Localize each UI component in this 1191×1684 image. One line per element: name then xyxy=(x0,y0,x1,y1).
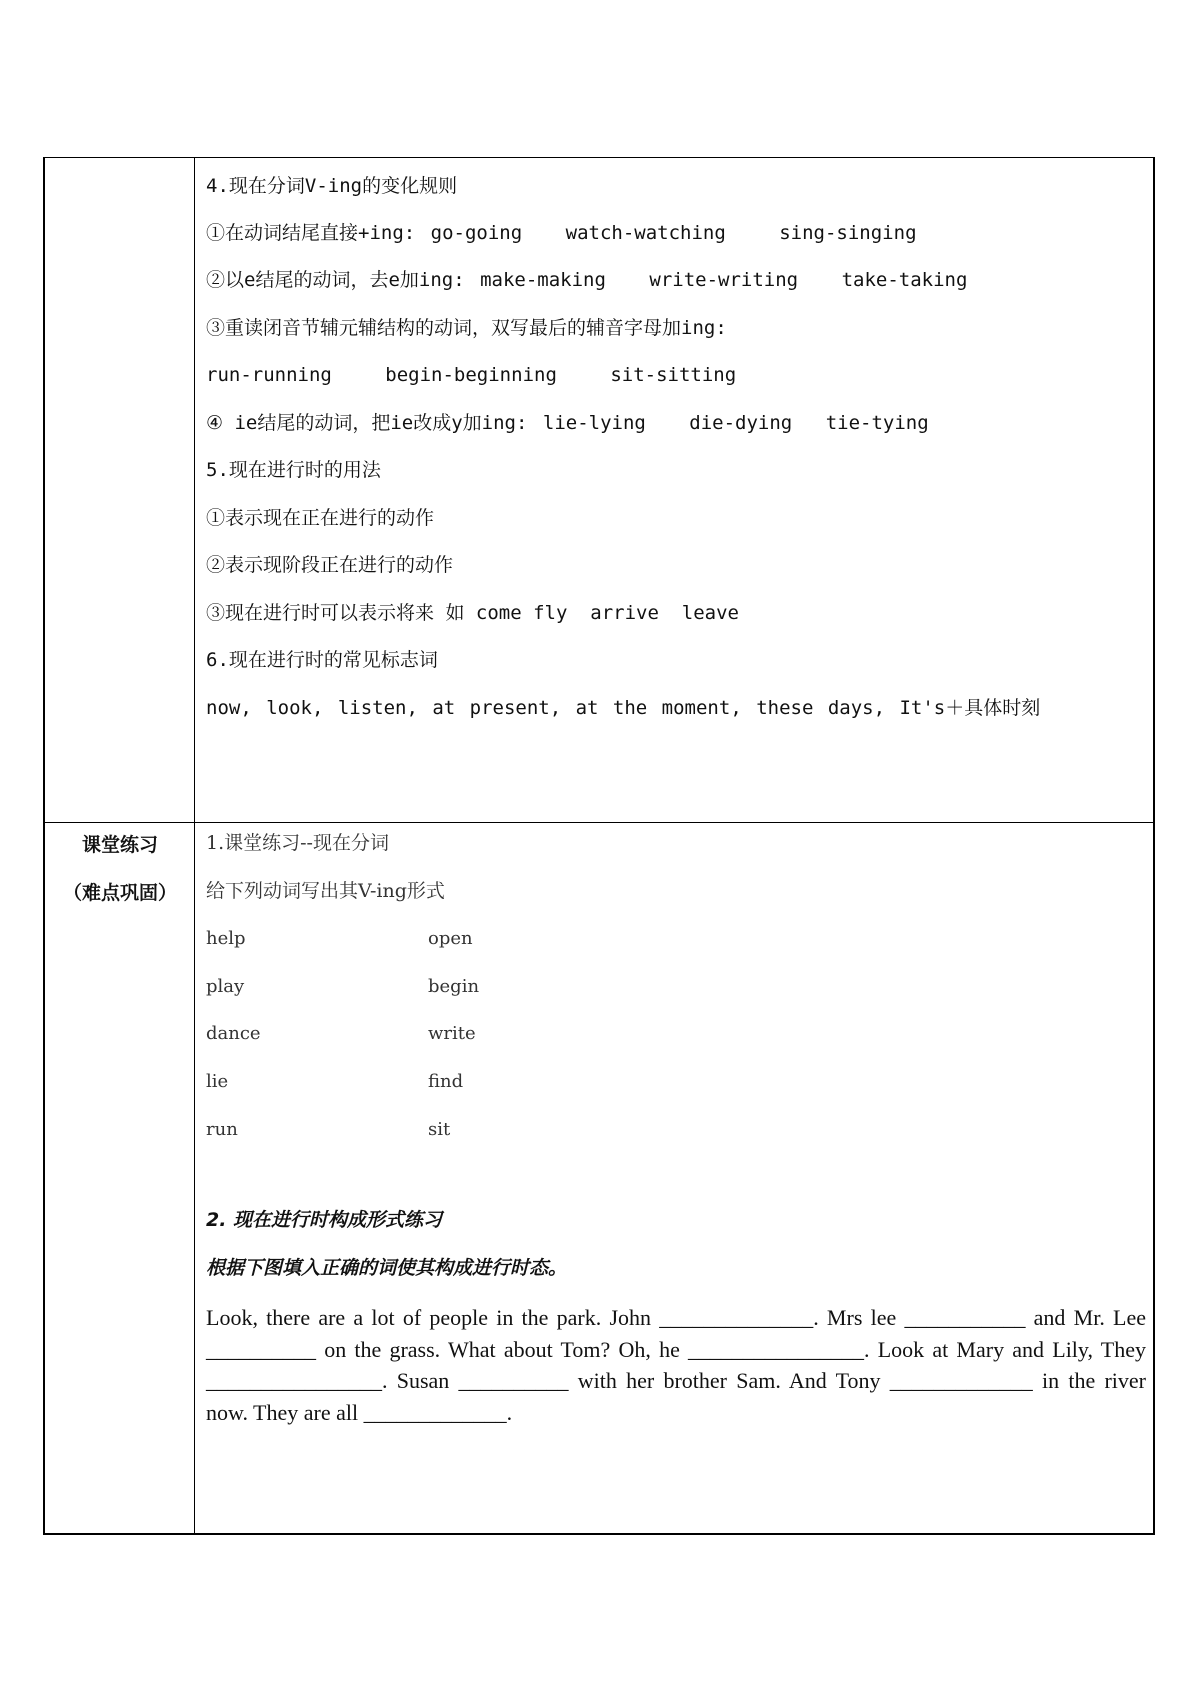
rule-1-example: sing-singing xyxy=(779,222,917,244)
verb-row xyxy=(206,1023,476,1044)
exercise-1-instruction: 给下列动词写出其V-ing形式 xyxy=(206,880,445,902)
verb-item: play xyxy=(206,976,245,997)
table-right-border xyxy=(1153,157,1155,1535)
usage-3: ③现在进行时可以表示将来 如 come fly arrive leave xyxy=(206,602,739,624)
rule-2-example: take-taking xyxy=(841,269,968,291)
rule-3-example: begin-beginning xyxy=(385,364,557,386)
verb-item: help xyxy=(206,928,246,949)
verb-item: open xyxy=(428,928,473,949)
verb-row xyxy=(206,1071,464,1092)
verb-row xyxy=(206,928,473,949)
rule-3-example: sit-sitting xyxy=(610,364,737,386)
exercise-1-title: 1.课堂练习--现在分词 xyxy=(206,832,389,854)
verb-item: sit xyxy=(428,1119,451,1140)
grammar-rules-cell xyxy=(206,157,1146,822)
verb-row xyxy=(206,976,480,997)
verb-item: write xyxy=(428,1023,476,1044)
rule-4-example: lie-lying xyxy=(542,412,646,434)
rule-1-example: go-going xyxy=(430,222,523,244)
rule-4 xyxy=(206,411,929,435)
signal-words: now, look, listen, at present, at the moment, these days, It's＋具体时刻 xyxy=(206,697,1041,719)
practice-cell xyxy=(206,822,1146,1533)
rule-4-example: die-dying xyxy=(689,412,793,434)
rule-2-example: write-writing xyxy=(649,269,799,291)
verb-row xyxy=(206,1119,451,1140)
rule-2 xyxy=(206,268,967,292)
rule-4-label: ④ ie结尾的动词，把ie改成y加ing: xyxy=(206,412,528,434)
exercise-2-passage: Look, there are a lot of people in the park. John ______________. Mrs lee ___________ and Mr. Lee __________ on the grass. What about Tom? Oh, he ________________. Look at Mary and Lily, They ________________. Susan __________ with her brother Sam. And Tony _____________ in the river now. They are all _____________. xyxy=(206,1305,1146,1425)
rule-1 xyxy=(206,221,917,245)
exercise-2-instruction: 根据下图填入正确的词使其构成进行时态。 xyxy=(206,1257,568,1279)
exercise-2-passage-wrap xyxy=(206,1302,1146,1442)
practice-heading: 课堂练习 xyxy=(81,834,158,856)
rule-3-examples xyxy=(206,363,736,387)
rule-1-example: watch-watching xyxy=(565,222,726,244)
rules-title: 4.现在分词V-ing的变化规则 xyxy=(206,175,458,197)
practice-subheading: （难点巩固） xyxy=(62,882,177,904)
verb-item: lie xyxy=(206,1071,229,1092)
rule-1-label: ①在动词结尾直接+ing: xyxy=(206,222,416,244)
usage-2: ②表示现阶段正在进行的动作 xyxy=(206,554,454,576)
verb-item: dance xyxy=(206,1023,261,1044)
usage-title: 5.现在进行时的用法 xyxy=(206,459,381,481)
table-bottom-border xyxy=(43,1533,1155,1535)
rule-2-example: make-making xyxy=(480,269,606,291)
rule-3: ③重读闭音节辅元辅结构的动词，双写最后的辅音字母加ing: xyxy=(206,317,727,339)
verb-item: begin xyxy=(428,976,480,997)
verb-item: find xyxy=(428,1071,464,1092)
rule-2-label: ②以e结尾的动词，去e加ing: xyxy=(206,269,465,291)
exercise-2-title: 2. 现在进行时构成形式练习 xyxy=(206,1209,443,1231)
usage-1: ①表示现在正在进行的动作 xyxy=(206,507,435,529)
verb-item: run xyxy=(206,1119,238,1140)
signal-title: 6.现在进行时的常见标志词 xyxy=(206,649,438,671)
rule-3-example: run-running xyxy=(206,364,332,386)
rule-4-example: tie-tying xyxy=(825,412,929,434)
